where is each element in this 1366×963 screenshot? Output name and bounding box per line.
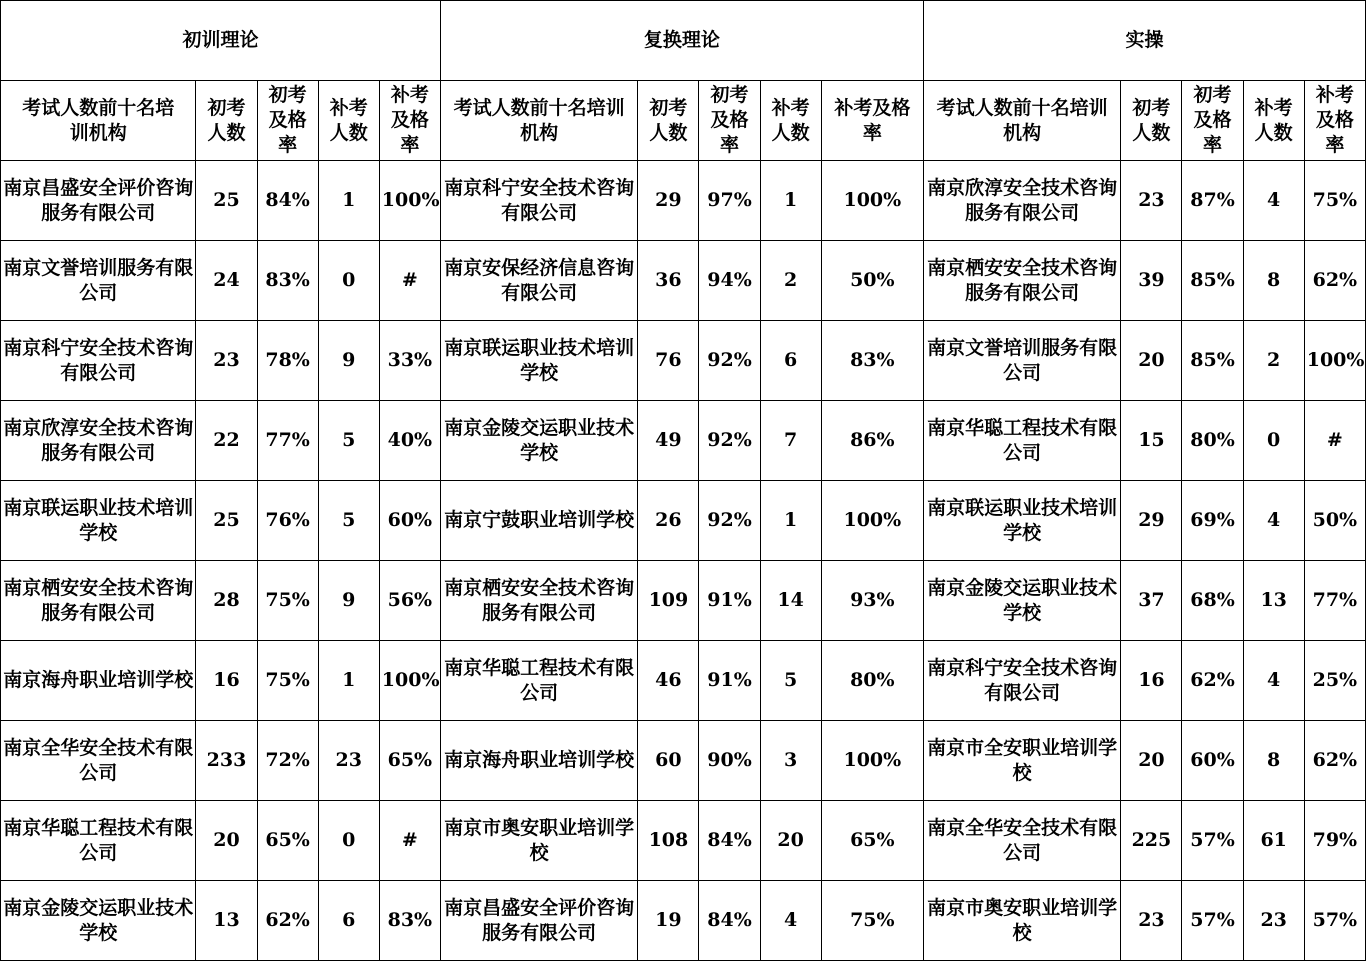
header-retake-rate-col: 补考及格 率 xyxy=(821,81,923,161)
first-rate-cell: 84% xyxy=(699,881,760,961)
first-count-cell: 36 xyxy=(638,241,699,321)
first-rate-cell: 80% xyxy=(1182,401,1243,481)
retake-count-cell: 7 xyxy=(760,401,821,481)
first-count-cell: 60 xyxy=(638,721,699,801)
retake-rate-cell: 77% xyxy=(1304,561,1365,641)
org-name-cell: 南京华聪工程技术有限公司 xyxy=(1,801,196,881)
retake-rate-cell: 100% xyxy=(379,641,440,721)
header-first-rate-col: 初考 及格 率 xyxy=(1182,81,1243,161)
first-count-cell: 108 xyxy=(638,801,699,881)
retake-count-cell: 8 xyxy=(1243,721,1304,801)
retake-count-cell: 4 xyxy=(1243,481,1304,561)
retake-rate-cell: 100% xyxy=(1304,321,1365,401)
header-org-col: 考试人数前十名培 训机构 xyxy=(1,81,196,161)
first-count-cell: 26 xyxy=(638,481,699,561)
table-row xyxy=(1,881,1366,961)
retake-rate-cell: # xyxy=(379,801,440,881)
first-count-cell: 28 xyxy=(196,561,257,641)
org-name-cell: 南京金陵交运职业技术学校 xyxy=(923,561,1120,641)
header-retake-count-col: 补考 人数 xyxy=(318,81,379,161)
first-count-cell: 19 xyxy=(638,881,699,961)
first-count-cell: 25 xyxy=(196,161,257,241)
retake-rate-cell: 75% xyxy=(821,881,923,961)
first-rate-cell: 60% xyxy=(1182,721,1243,801)
retake-rate-cell: 80% xyxy=(821,641,923,721)
retake-rate-cell: 100% xyxy=(821,161,923,241)
header-first-rate-col: 初考 及格 率 xyxy=(699,81,760,161)
header-first-count-col: 初考 人数 xyxy=(638,81,699,161)
retake-count-cell: 0 xyxy=(318,241,379,321)
retake-rate-cell: 83% xyxy=(379,881,440,961)
retake-rate-cell: 86% xyxy=(821,401,923,481)
org-name-cell: 南京文誉培训服务有限公司 xyxy=(923,321,1120,401)
org-name-cell: 南京文誉培训服务有限公司 xyxy=(1,241,196,321)
org-name-cell: 南京科宁安全技术咨询有限公司 xyxy=(923,641,1120,721)
table-row xyxy=(1,481,1366,561)
retake-rate-cell: 33% xyxy=(379,321,440,401)
retake-count-cell: 6 xyxy=(760,321,821,401)
first-rate-cell: 97% xyxy=(699,161,760,241)
first-rate-cell: 85% xyxy=(1182,241,1243,321)
first-count-cell: 225 xyxy=(1121,801,1182,881)
first-rate-cell: 78% xyxy=(257,321,318,401)
retake-count-cell: 6 xyxy=(318,881,379,961)
retake-rate-cell: 56% xyxy=(379,561,440,641)
first-count-cell: 46 xyxy=(638,641,699,721)
table-body xyxy=(1,161,1366,961)
retake-rate-cell: 83% xyxy=(821,321,923,401)
section-header-row xyxy=(1,1,1366,81)
header-first-rate-col: 初考 及格 率 xyxy=(257,81,318,161)
table-row xyxy=(1,241,1366,321)
retake-rate-cell: 50% xyxy=(821,241,923,321)
first-count-cell: 20 xyxy=(196,801,257,881)
first-rate-cell: 77% xyxy=(257,401,318,481)
first-rate-cell: 83% xyxy=(257,241,318,321)
first-rate-cell: 92% xyxy=(699,401,760,481)
retake-count-cell: 3 xyxy=(760,721,821,801)
org-name-cell: 南京联运职业技术培训学校 xyxy=(1,481,196,561)
first-rate-cell: 92% xyxy=(699,321,760,401)
retake-rate-cell: 65% xyxy=(821,801,923,881)
retake-rate-cell: 100% xyxy=(379,161,440,241)
first-rate-cell: 91% xyxy=(699,561,760,641)
table-row xyxy=(1,721,1366,801)
org-name-cell: 南京华聪工程技术有限公司 xyxy=(923,401,1120,481)
first-rate-cell: 84% xyxy=(699,801,760,881)
first-count-cell: 37 xyxy=(1121,561,1182,641)
first-rate-cell: 69% xyxy=(1182,481,1243,561)
header-org-col: 考试人数前十名培训 机构 xyxy=(923,81,1120,161)
org-name-cell: 南京金陵交运职业技术学校 xyxy=(1,881,196,961)
first-count-cell: 23 xyxy=(1121,881,1182,961)
first-rate-cell: 75% xyxy=(257,641,318,721)
org-name-cell: 南京市奥安职业培训学校 xyxy=(923,881,1120,961)
org-name-cell: 南京科宁安全技术咨询有限公司 xyxy=(440,161,637,241)
org-name-cell: 南京栖安安全技术咨询服务有限公司 xyxy=(440,561,637,641)
retake-count-cell: 2 xyxy=(760,241,821,321)
retake-rate-cell: 75% xyxy=(1304,161,1365,241)
first-rate-cell: 62% xyxy=(257,881,318,961)
org-name-cell: 南京欣淳安全技术咨询服务有限公司 xyxy=(923,161,1120,241)
retake-rate-cell: 25% xyxy=(1304,641,1365,721)
org-name-cell: 南京海舟职业培训学校 xyxy=(1,641,196,721)
first-rate-cell: 65% xyxy=(257,801,318,881)
retake-rate-cell: 93% xyxy=(821,561,923,641)
section-title: 实操 xyxy=(923,1,1365,81)
table-row xyxy=(1,401,1366,481)
retake-count-cell: 5 xyxy=(318,401,379,481)
retake-count-cell: 0 xyxy=(318,801,379,881)
org-name-cell: 南京栖安安全技术咨询服务有限公司 xyxy=(1,561,196,641)
org-name-cell: 南京科宁安全技术咨询有限公司 xyxy=(1,321,196,401)
retake-count-cell: 1 xyxy=(760,481,821,561)
first-count-cell: 13 xyxy=(196,881,257,961)
org-name-cell: 南京欣淳安全技术咨询服务有限公司 xyxy=(1,401,196,481)
header-first-count-col: 初考 人数 xyxy=(196,81,257,161)
first-rate-cell: 57% xyxy=(1182,881,1243,961)
first-count-cell: 39 xyxy=(1121,241,1182,321)
retake-rate-cell: 79% xyxy=(1304,801,1365,881)
org-name-cell: 南京联运职业技术培训学校 xyxy=(440,321,637,401)
retake-rate-cell: 100% xyxy=(821,721,923,801)
first-rate-cell: 76% xyxy=(257,481,318,561)
retake-rate-cell: 62% xyxy=(1304,241,1365,321)
header-retake-count-col: 补考 人数 xyxy=(760,81,821,161)
retake-count-cell: 5 xyxy=(760,641,821,721)
section-title: 复换理论 xyxy=(440,1,923,81)
org-name-cell: 南京华聪工程技术有限公司 xyxy=(440,641,637,721)
first-count-cell: 15 xyxy=(1121,401,1182,481)
first-rate-cell: 85% xyxy=(1182,321,1243,401)
table-row xyxy=(1,641,1366,721)
first-count-cell: 16 xyxy=(1121,641,1182,721)
first-count-cell: 20 xyxy=(1121,321,1182,401)
header-retake-rate-col: 补考 及格 率 xyxy=(379,81,440,161)
header-retake-count-col: 补考 人数 xyxy=(1243,81,1304,161)
retake-rate-cell: 60% xyxy=(379,481,440,561)
org-name-cell: 南京昌盛安全评价咨询服务有限公司 xyxy=(1,161,196,241)
first-count-cell: 76 xyxy=(638,321,699,401)
header-first-count-col: 初考 人数 xyxy=(1121,81,1182,161)
retake-count-cell: 23 xyxy=(1243,881,1304,961)
first-rate-cell: 90% xyxy=(699,721,760,801)
retake-count-cell: 9 xyxy=(318,321,379,401)
retake-rate-cell: 100% xyxy=(821,481,923,561)
org-name-cell: 南京金陵交运职业技术学校 xyxy=(440,401,637,481)
table-row xyxy=(1,801,1366,881)
retake-count-cell: 14 xyxy=(760,561,821,641)
retake-count-cell: 9 xyxy=(318,561,379,641)
retake-count-cell: 4 xyxy=(1243,161,1304,241)
column-header-row xyxy=(1,81,1366,161)
org-name-cell: 南京全华安全技术有限公司 xyxy=(1,721,196,801)
first-count-cell: 25 xyxy=(196,481,257,561)
first-count-cell: 23 xyxy=(196,321,257,401)
first-count-cell: 22 xyxy=(196,401,257,481)
org-name-cell: 南京海舟职业培训学校 xyxy=(440,721,637,801)
first-rate-cell: 68% xyxy=(1182,561,1243,641)
section-title: 初训理论 xyxy=(1,1,441,81)
org-name-cell: 南京全华安全技术有限公司 xyxy=(923,801,1120,881)
retake-count-cell: 4 xyxy=(1243,641,1304,721)
retake-rate-cell: 50% xyxy=(1304,481,1365,561)
first-rate-cell: 92% xyxy=(699,481,760,561)
first-count-cell: 29 xyxy=(638,161,699,241)
retake-count-cell: 1 xyxy=(318,161,379,241)
first-rate-cell: 91% xyxy=(699,641,760,721)
first-count-cell: 23 xyxy=(1121,161,1182,241)
retake-count-cell: 5 xyxy=(318,481,379,561)
org-name-cell: 南京宁鼓职业培训学校 xyxy=(440,481,637,561)
first-count-cell: 49 xyxy=(638,401,699,481)
first-rate-cell: 62% xyxy=(1182,641,1243,721)
first-count-cell: 24 xyxy=(196,241,257,321)
org-name-cell: 南京联运职业技术培训学校 xyxy=(923,481,1120,561)
org-name-cell: 南京昌盛安全评价咨询服务有限公司 xyxy=(440,881,637,961)
org-name-cell: 南京安保经济信息咨询有限公司 xyxy=(440,241,637,321)
first-count-cell: 109 xyxy=(638,561,699,641)
org-name-cell: 南京市奥安职业培训学校 xyxy=(440,801,637,881)
retake-rate-cell: # xyxy=(379,241,440,321)
first-rate-cell: 87% xyxy=(1182,161,1243,241)
retake-count-cell: 1 xyxy=(318,641,379,721)
retake-count-cell: 1 xyxy=(760,161,821,241)
retake-rate-cell: 65% xyxy=(379,721,440,801)
retake-count-cell: 2 xyxy=(1243,321,1304,401)
header-org-col: 考试人数前十名培训 机构 xyxy=(440,81,637,161)
org-name-cell: 南京市全安职业培训学校 xyxy=(923,721,1120,801)
first-rate-cell: 57% xyxy=(1182,801,1243,881)
first-rate-cell: 72% xyxy=(257,721,318,801)
first-rate-cell: 84% xyxy=(257,161,318,241)
table-row xyxy=(1,561,1366,641)
retake-rate-cell: 40% xyxy=(379,401,440,481)
retake-count-cell: 61 xyxy=(1243,801,1304,881)
first-rate-cell: 75% xyxy=(257,561,318,641)
retake-count-cell: 0 xyxy=(1243,401,1304,481)
retake-count-cell: 23 xyxy=(318,721,379,801)
org-name-cell: 南京栖安安全技术咨询服务有限公司 xyxy=(923,241,1120,321)
retake-count-cell: 13 xyxy=(1243,561,1304,641)
retake-count-cell: 4 xyxy=(760,881,821,961)
first-rate-cell: 94% xyxy=(699,241,760,321)
retake-count-cell: 8 xyxy=(1243,241,1304,321)
first-count-cell: 29 xyxy=(1121,481,1182,561)
retake-rate-cell: 57% xyxy=(1304,881,1365,961)
retake-count-cell: 20 xyxy=(760,801,821,881)
table-row xyxy=(1,321,1366,401)
first-count-cell: 233 xyxy=(196,721,257,801)
table-row xyxy=(1,161,1366,241)
header-retake-rate-col: 补考 及格 率 xyxy=(1304,81,1365,161)
retake-rate-cell: # xyxy=(1304,401,1365,481)
first-count-cell: 16 xyxy=(196,641,257,721)
first-count-cell: 20 xyxy=(1121,721,1182,801)
retake-rate-cell: 62% xyxy=(1304,721,1365,801)
